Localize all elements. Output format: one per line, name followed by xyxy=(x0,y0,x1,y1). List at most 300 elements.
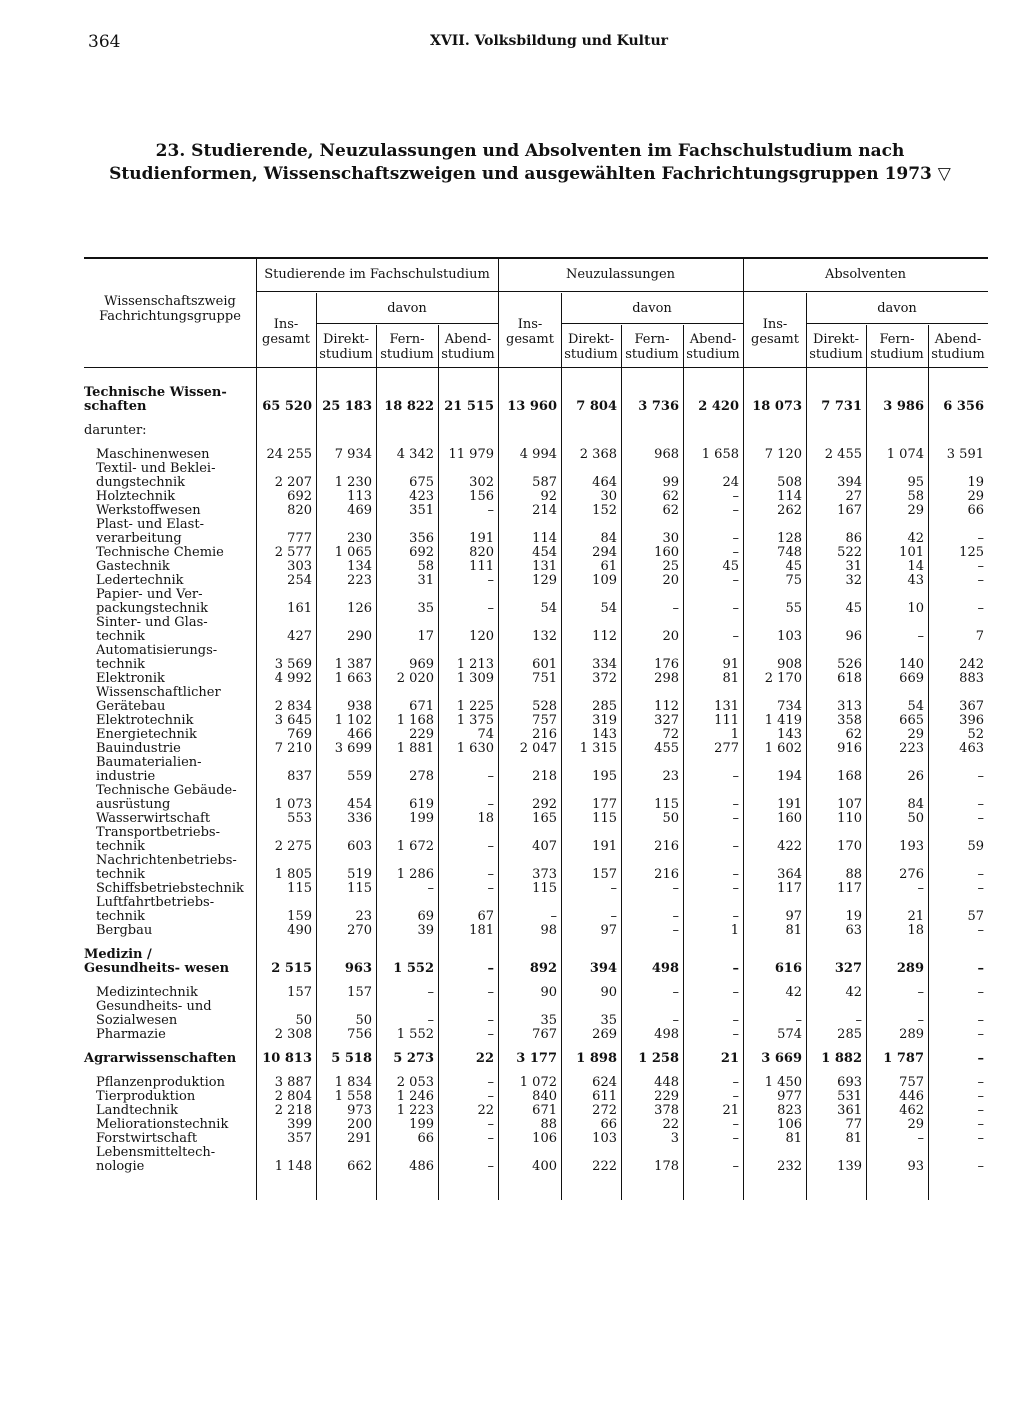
table-cell: 62 xyxy=(662,489,679,504)
table-cell: 181 xyxy=(469,923,494,938)
table-row xyxy=(84,518,988,546)
table-cell: 1 898 xyxy=(576,1051,617,1066)
table-cell: 168 xyxy=(837,769,862,784)
table-cell: 313 xyxy=(837,699,862,714)
table-cell: 32 xyxy=(845,573,862,588)
table-cell: 103 xyxy=(777,629,802,644)
table-row xyxy=(84,644,988,672)
table-cell: 1 805 xyxy=(274,867,312,882)
table-cell: 351 xyxy=(409,503,434,518)
table-cell: 42 xyxy=(785,985,802,1000)
table-cell: 25 xyxy=(662,559,679,574)
row-label: Elektrotechnik xyxy=(96,713,194,728)
row-label: Meliorationstechnik xyxy=(96,1117,229,1132)
table-cell: – xyxy=(917,881,924,896)
table-cell: 111 xyxy=(714,713,739,728)
table-cell: 734 xyxy=(777,699,802,714)
table-cell xyxy=(866,424,928,438)
table-cell: 81 xyxy=(785,1131,802,1146)
row-label: Technische Wissen- schaften xyxy=(84,385,227,414)
table-cell: 88 xyxy=(845,867,862,882)
table-cell: 619 xyxy=(409,797,434,812)
table-cell: – xyxy=(732,601,739,616)
table-cell: – xyxy=(732,489,739,504)
table-cell: 2 834 xyxy=(274,699,312,714)
table-cell: 214 xyxy=(532,503,557,518)
table-cell: – xyxy=(487,839,494,854)
table-cell: 1 258 xyxy=(638,1051,679,1066)
table-cell: 223 xyxy=(347,573,372,588)
table-cell: 19 xyxy=(845,909,862,924)
table-cell: 292 xyxy=(532,797,557,812)
row-label: Papier- und Ver- packungstechnik xyxy=(96,587,208,616)
table-cell: 62 xyxy=(662,503,679,518)
row-label: Plast- und Elast- verarbeitung xyxy=(96,517,204,546)
table-cell: 86 xyxy=(845,531,862,546)
table-cell: 96 xyxy=(845,629,862,644)
table-cell: 230 xyxy=(347,531,372,546)
table-cell: 820 xyxy=(287,503,312,518)
table-cell: 303 xyxy=(287,559,312,574)
table-row xyxy=(84,616,988,644)
row-label: Medizin / Gesundheits- wesen xyxy=(84,947,230,976)
table-cell: 6 356 xyxy=(943,399,984,414)
table-cell: 109 xyxy=(592,573,617,588)
table-cell: 218 xyxy=(532,769,557,784)
table-cell: 74 xyxy=(477,727,494,742)
table-cell: 30 xyxy=(600,489,617,504)
table-cell xyxy=(316,424,376,438)
table-cell: 446 xyxy=(899,1089,924,1104)
table-row xyxy=(84,826,988,854)
table-cell: 262 xyxy=(777,503,802,518)
table-cell: – xyxy=(977,1131,984,1146)
table-cell: 50 xyxy=(907,811,924,826)
table-row xyxy=(84,1090,988,1104)
group-header-absolventen: Absolventen xyxy=(824,267,907,282)
table-cell: 125 xyxy=(959,545,984,560)
table-cell xyxy=(806,424,866,438)
table-row xyxy=(84,714,988,728)
table-cell: 193 xyxy=(899,839,924,854)
table-cell: 1 558 xyxy=(334,1089,372,1104)
table-cell: 112 xyxy=(654,699,679,714)
row-label: Nachrichtenbetriebs- technik xyxy=(96,853,237,882)
table-cell: – xyxy=(732,545,739,560)
table-row xyxy=(84,882,988,896)
table-cell: 24 255 xyxy=(266,447,312,462)
table-cell: 77 xyxy=(845,1117,862,1132)
table-cell: 50 xyxy=(662,811,679,826)
table-cell: 22 xyxy=(662,1117,679,1132)
table-cell: – xyxy=(732,769,739,784)
table-cell: 5 518 xyxy=(331,1051,372,1066)
table-cell: 160 xyxy=(654,545,679,560)
table-cell: – xyxy=(732,1131,739,1146)
row-label: Schiffsbetriebstechnik xyxy=(96,881,244,896)
row-label: Pharmazie xyxy=(96,1027,166,1042)
table-cell: – xyxy=(487,1013,494,1028)
table-cell: 242 xyxy=(959,657,984,672)
abendstudium-header: Abend- studium xyxy=(686,332,740,362)
table-cell: 1 213 xyxy=(456,657,494,672)
row-label: Luftfahrtbetriebs- technik xyxy=(96,895,215,924)
table-cell: 757 xyxy=(532,713,557,728)
table-cell: 277 xyxy=(714,741,739,756)
abendstudium-header: Abend- studium xyxy=(441,332,495,362)
table-cell: – xyxy=(977,985,984,1000)
table-cell: 1 102 xyxy=(334,713,372,728)
table-cell: 2 170 xyxy=(764,671,802,686)
table-cell: – xyxy=(977,1013,984,1028)
table-cell: 61 xyxy=(600,559,617,574)
table-cell: 194 xyxy=(777,769,802,784)
table-cell: 969 xyxy=(409,657,434,672)
table-cell: 54 xyxy=(540,601,557,616)
table-cell: 278 xyxy=(409,769,434,784)
table-cell: – xyxy=(917,1013,924,1028)
table-cell: 455 xyxy=(654,741,679,756)
table-cell: 2 804 xyxy=(274,1089,312,1104)
table-cell: 21 xyxy=(722,1103,739,1118)
table-cell: – xyxy=(977,867,984,882)
table-cell: 526 xyxy=(837,657,862,672)
table-cell: – xyxy=(977,1117,984,1132)
table-cell: 97 xyxy=(785,909,802,924)
table-cell: – xyxy=(977,1159,984,1174)
table-header xyxy=(84,257,988,368)
table-cell: 131 xyxy=(532,559,557,574)
table-cell: 977 xyxy=(777,1089,802,1104)
table-cell xyxy=(621,424,683,438)
table-cell: 553 xyxy=(287,811,312,826)
row-label: Baumaterialien- industrie xyxy=(96,755,202,784)
table-cell: 1 309 xyxy=(456,671,494,686)
table-cell: 55 xyxy=(785,601,802,616)
table-cell: 75 xyxy=(785,573,802,588)
table-cell: 490 xyxy=(287,923,312,938)
table-cell: 58 xyxy=(417,559,434,574)
table-cell: 883 xyxy=(959,671,984,686)
table-cell: 454 xyxy=(347,797,372,812)
row-label: Maschinenwesen xyxy=(96,447,210,462)
table-cell: 2 420 xyxy=(698,399,739,414)
table-cell: 229 xyxy=(409,727,434,742)
table-cell: 396 xyxy=(959,713,984,728)
table-cell: 463 xyxy=(959,741,984,756)
row-label: Gastechnik xyxy=(96,559,170,574)
table-cell: 113 xyxy=(347,489,372,504)
table-cell: 1 552 xyxy=(396,1027,434,1042)
row-label: darunter: xyxy=(84,423,147,438)
table-cell: 19 xyxy=(967,475,984,490)
table-cell: – xyxy=(732,1075,739,1090)
row-label: Technische Gebäude- ausrüstung xyxy=(96,783,237,812)
table-cell: 99 xyxy=(662,475,679,490)
table-cell: – xyxy=(917,1131,924,1146)
table-cell: 98 xyxy=(540,923,557,938)
table-cell: 466 xyxy=(347,727,372,742)
table-cell: 25 183 xyxy=(322,399,372,414)
table-cell: 170 xyxy=(837,839,862,854)
table-cell: 139 xyxy=(837,1159,862,1174)
table-cell: 5 273 xyxy=(393,1051,434,1066)
row-label: Gesundheits- und Sozialwesen xyxy=(96,999,212,1028)
table-cell: – xyxy=(487,961,494,976)
table-cell: 216 xyxy=(532,727,557,742)
table-cell: 1 602 xyxy=(764,741,802,756)
table-cell: 1 450 xyxy=(764,1075,802,1090)
table-cell: 254 xyxy=(287,573,312,588)
table-cell: 18 822 xyxy=(384,399,434,414)
table-cell: 131 xyxy=(714,699,739,714)
direktstudium-header: Direkt- studium xyxy=(809,332,863,362)
table-cell: 126 xyxy=(347,601,372,616)
table-cell: – xyxy=(977,1075,984,1090)
data-table xyxy=(84,386,988,1174)
table-cell: 63 xyxy=(845,923,862,938)
table-cell: 302 xyxy=(469,475,494,490)
table-cell: 394 xyxy=(589,961,617,976)
table-cell: 81 xyxy=(845,1131,862,1146)
table-cell: – xyxy=(732,867,739,882)
row-label: Energietechnik xyxy=(96,727,197,742)
table-cell: 1 xyxy=(730,923,739,938)
table-row xyxy=(84,686,988,714)
row-label: Textil- und Beklei- dungstechnik xyxy=(96,461,216,490)
table-cell: 62 xyxy=(845,727,862,742)
row-label: Agrarwissenschaften xyxy=(84,1051,237,1066)
table-cell: 528 xyxy=(532,699,557,714)
table-cell: 508 xyxy=(777,475,802,490)
table-cell: 11 979 xyxy=(448,447,494,462)
table-cell: 1 148 xyxy=(274,1159,312,1174)
table-row xyxy=(84,854,988,882)
table-cell: 42 xyxy=(907,531,924,546)
row-label: Wissenschaftlicher Gerätebau xyxy=(96,685,221,714)
table-cell: 7 731 xyxy=(821,399,862,414)
table-cell: 21 xyxy=(720,1051,739,1066)
table-cell xyxy=(498,424,561,438)
table-cell: 95 xyxy=(907,475,924,490)
table-cell: 1 246 xyxy=(396,1089,434,1104)
table-cell: 66 xyxy=(600,1117,617,1132)
table-cell: 93 xyxy=(907,1159,924,1174)
table-title: 23. Studierende, Neuzulassungen und Absolventen im Fachschulstudium nach Studienformen, Wissenschaftszweigen und ausgewählten Fachrichtungsgruppen 1973 ▽ xyxy=(109,141,951,184)
table-cell: 3 569 xyxy=(274,657,312,672)
table-cell: 91 xyxy=(722,657,739,672)
table-cell: 399 xyxy=(287,1117,312,1132)
table-cell: 693 xyxy=(837,1075,862,1090)
row-label: Lebensmitteltech- nologie xyxy=(96,1145,216,1174)
table-cell: 59 xyxy=(967,839,984,854)
table-cell: 1 630 xyxy=(456,741,494,756)
table-cell: 50 xyxy=(295,1013,312,1028)
table-cell: 671 xyxy=(409,699,434,714)
table-cell: 167 xyxy=(837,503,862,518)
table-cell: – xyxy=(732,1089,739,1104)
table-cell: 39 xyxy=(417,923,434,938)
table-cell: 31 xyxy=(417,573,434,588)
table-cell: – xyxy=(487,867,494,882)
table-cell: – xyxy=(672,1013,679,1028)
table-cell: 840 xyxy=(532,1089,557,1104)
table-row xyxy=(84,1000,988,1028)
table-cell: 334 xyxy=(592,657,617,672)
table-cell: 675 xyxy=(409,475,434,490)
table-cell: 143 xyxy=(592,727,617,742)
table-cell: 291 xyxy=(347,1131,372,1146)
table-cell: – xyxy=(610,909,617,924)
table-cell: 14 xyxy=(907,559,924,574)
table-cell: – xyxy=(487,797,494,812)
row-label: Sinter- und Glas- technik xyxy=(96,615,208,644)
table-cell: 407 xyxy=(532,839,557,854)
table-cell: 191 xyxy=(777,797,802,812)
table-cell: – xyxy=(487,503,494,518)
row-label: Forstwirtschaft xyxy=(96,1131,198,1146)
row-label: Bergbau xyxy=(96,923,153,938)
table-cell: 519 xyxy=(347,867,372,882)
table-cell: 107 xyxy=(837,797,862,812)
table-cell: 30 xyxy=(662,531,679,546)
table-cell: 18 xyxy=(907,923,924,938)
table-cell: 120 xyxy=(469,629,494,644)
table-cell: 7 934 xyxy=(334,447,372,462)
table-cell: 837 xyxy=(287,769,312,784)
table-cell: – xyxy=(977,923,984,938)
table-cell: – xyxy=(732,961,739,976)
table-cell: – xyxy=(917,985,924,1000)
table-cell: 112 xyxy=(592,629,617,644)
table-cell: 128 xyxy=(777,531,802,546)
table-cell: 27 xyxy=(845,489,862,504)
table-cell: 356 xyxy=(409,531,434,546)
table-cell: 394 xyxy=(837,475,862,490)
table-cell: 92 xyxy=(540,489,557,504)
table-cell: 7 xyxy=(975,629,984,644)
table-cell: 21 xyxy=(907,909,924,924)
table-cell: – xyxy=(977,961,984,976)
table-row xyxy=(84,1146,988,1174)
fernstudium-header: Fern- studium xyxy=(870,332,924,362)
table-row xyxy=(84,812,988,826)
table-cell: 276 xyxy=(899,867,924,882)
table-cell: 35 xyxy=(540,1013,557,1028)
table-cell: 448 xyxy=(654,1075,679,1090)
table-cell: 2 207 xyxy=(274,475,312,490)
table-cell: 777 xyxy=(287,531,312,546)
insgesamt-header: Ins- gesamt xyxy=(262,317,310,347)
davon-label: davon xyxy=(632,301,672,316)
row-label: Elektronik xyxy=(96,671,165,686)
table-row xyxy=(84,672,988,686)
table-cell: 29 xyxy=(907,503,924,518)
table-cell: 1 834 xyxy=(334,1075,372,1090)
table-cell: 222 xyxy=(592,1159,617,1174)
table-cell: – xyxy=(672,985,679,1000)
direktstudium-header: Direkt- studium xyxy=(564,332,618,362)
table-cell: – xyxy=(977,769,984,784)
table-row xyxy=(84,742,988,756)
table-cell: – xyxy=(977,531,984,546)
table-cell: 17 xyxy=(417,629,434,644)
table-cell: 1 787 xyxy=(883,1051,924,1066)
table-cell: – xyxy=(732,531,739,546)
table-cell: 757 xyxy=(899,1075,924,1090)
table-cell: 963 xyxy=(344,961,372,976)
table-cell: 1 881 xyxy=(396,741,434,756)
table-cell: 117 xyxy=(777,881,802,896)
table-cell: 3 xyxy=(670,1131,679,1146)
table-cell: 751 xyxy=(532,671,557,686)
table-cell: 117 xyxy=(837,881,862,896)
table-cell: 7 804 xyxy=(576,399,617,414)
table-cell: – xyxy=(977,1027,984,1042)
table-cell: 486 xyxy=(409,1159,434,1174)
table-cell: 106 xyxy=(777,1117,802,1132)
table-cell xyxy=(743,424,806,438)
direktstudium-header: Direkt- studium xyxy=(319,332,373,362)
table-cell: 3 177 xyxy=(516,1051,557,1066)
table-cell: 191 xyxy=(592,839,617,854)
running-title: XVII. Volksbildung und Kultur xyxy=(430,33,669,49)
table-cell: 21 515 xyxy=(444,399,494,414)
table-cell: 45 xyxy=(785,559,802,574)
table-cell: 90 xyxy=(600,985,617,1000)
table-cell: 67 xyxy=(477,909,494,924)
table-cell: 216 xyxy=(654,839,679,854)
table-cell: 160 xyxy=(777,811,802,826)
table-cell: – xyxy=(732,629,739,644)
table-cell: – xyxy=(732,573,739,588)
table-cell: 54 xyxy=(600,601,617,616)
table-cell: – xyxy=(732,1159,739,1174)
table-cell: 603 xyxy=(347,839,372,854)
table-cell: 587 xyxy=(532,475,557,490)
table-cell: 157 xyxy=(347,985,372,1000)
table-cell: 110 xyxy=(837,811,862,826)
table-cell: 23 xyxy=(662,769,679,784)
insgesamt-header: Ins- gesamt xyxy=(506,317,554,347)
table-cell: 165 xyxy=(532,811,557,826)
table-row xyxy=(84,784,988,812)
table-cell: – xyxy=(672,601,679,616)
table-cell: – xyxy=(487,1027,494,1042)
table-cell: 134 xyxy=(347,559,372,574)
table-cell xyxy=(438,424,498,438)
table-cell: 1 419 xyxy=(764,713,802,728)
page-number: 364 xyxy=(88,32,121,52)
table-row xyxy=(84,948,988,976)
table-cell: 498 xyxy=(651,961,679,976)
table-cell: 769 xyxy=(287,727,312,742)
table-cell: 269 xyxy=(592,1027,617,1042)
table-row xyxy=(84,1104,988,1118)
table-cell: – xyxy=(732,839,739,854)
table-row xyxy=(84,490,988,504)
table-cell: 178 xyxy=(654,1159,679,1174)
table-cell: 152 xyxy=(592,503,617,518)
table-cell: 115 xyxy=(532,881,557,896)
table-cell: 1 072 xyxy=(519,1075,557,1090)
table-cell: 81 xyxy=(785,923,802,938)
table-cell: 18 073 xyxy=(752,399,802,414)
table-cell: 81 xyxy=(722,671,739,686)
table-cell: – xyxy=(487,573,494,588)
table-cell: 7 210 xyxy=(274,741,312,756)
table-cell: 66 xyxy=(967,503,984,518)
